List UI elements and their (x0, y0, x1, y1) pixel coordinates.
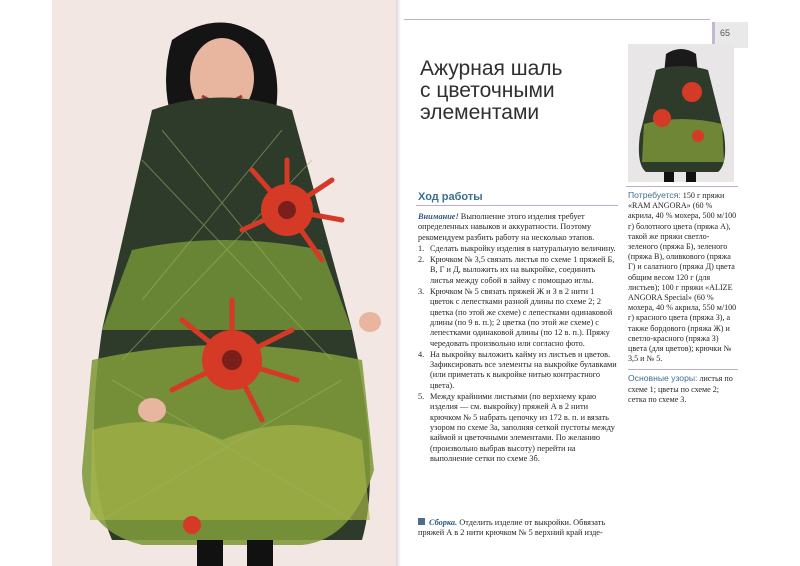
model-photo (52, 0, 396, 566)
title-line: элементами (420, 101, 540, 124)
step-text: Крючком № 3,5 связать листья по схеме 1 пряжей Б, В, Г и Д, выложить их на выкройке, соединить листья между собой в займу с помощью иглы. (430, 255, 615, 285)
intro-text: Выполнение этого изделия требует определенных навыков и аккуратности. Поэтому рекомендуем разбить работу на несколько этапов. (418, 212, 595, 242)
patterns-heading: Основные узоры: (628, 373, 698, 384)
materials-column (628, 190, 738, 405)
step-item (418, 287, 620, 349)
instructions-body (418, 212, 620, 465)
step-number: 1. (418, 243, 425, 253)
assembly-text: Отделить изделие от выкройки. Обвязать пряжей А в 2 нити крючком № 5 верхний край изде- (418, 518, 606, 538)
back-view-image (628, 44, 734, 182)
intro-paragraph (418, 212, 620, 243)
step-text: Сделать выкройку изделия в натуральную величину. (430, 243, 616, 253)
square-bullet-icon (418, 518, 425, 525)
work-heading: Ход работы (418, 191, 483, 203)
materials-heading: Потребуется: (628, 190, 681, 200)
page-number: 65 (720, 28, 731, 38)
assembly-lead: Сборка. (429, 518, 458, 527)
step-item (418, 255, 620, 286)
materials-text: 150 г пряжи «RAM ANGORA» (60 % акрила, 40 % мохера, 500 м/100 г) болотного цвета (пряжа А), такой же пряжи светло-зеленого (пряжа Б), зеленого (пряжа В), оливкового (пряжа Г) и салатного (пряжа Д) цвета общим весом 120 г (для листьев); 100 г пряжи «ALIZE ANGORA Special» (60 % мохера, 40 % акрила, 550 м/100 г) красного цвета (пряжа З), а также бордового (пряжа Ж) и светло-красного (пряжа З) цвета (для цветов); крючки № 3,5 и № 5. (628, 191, 737, 364)
steps-list (418, 244, 620, 464)
step-item (418, 392, 620, 464)
title-line: Ажурная шаль (420, 57, 563, 80)
patterns-paragraph (628, 373, 738, 405)
heading-rule (416, 205, 618, 206)
materials-paragraph (628, 190, 738, 364)
assembly-paragraph (418, 518, 620, 539)
page-margin (748, 0, 800, 566)
step-text: На выкройку выложить кайму из листьев и цветов. Зафиксировать все элементы на выкройке булавками (или приметать к выкройке нитью контрастного цвета). (430, 349, 617, 390)
step-number: 3. (418, 287, 425, 297)
patterns-text: листья по схеме 1; цветы по схеме 2; сетка по схеме 3. (628, 374, 733, 404)
title-line: с цветочными (420, 79, 555, 102)
instructions-page (404, 0, 748, 566)
step-item (418, 244, 620, 254)
step-number: 2. (418, 255, 425, 265)
step-text: Крючком № 5 связать пряжей Ж и З в 2 нити 1 цветок с лепестками разной длины по схеме 2; 2 цветка (по этой же схеме) с лепестками одинаковой длины (по 9 в. п.); 2 цветка (по этой же схеме) с лепестками одинаковой длины (по 12 в. п.). Пряжу чередовать произвольно или согласно фото. (430, 287, 613, 348)
intro-lead: Внимание! (418, 212, 459, 221)
step-text: Между крайними листьями (по верхнему краю изделия — см. выкройку) пряжей А в 2 нити крючком № 5 набрать цепочку из 172 в. п. и вязать узором по схеме 3а, заполняя сеткой пустоты между каймой и цветочными элементами. По желанию (произвольно выбрав высоту) перейти на выполнение сетки по схеме 3б. (430, 392, 615, 463)
side-rule (626, 186, 738, 187)
step-number: 5. (418, 392, 425, 402)
step-number: 4. (418, 349, 425, 359)
top-rule (404, 19, 710, 20)
back-view-photo (628, 44, 734, 182)
side-divider (628, 369, 738, 370)
page-title (420, 58, 620, 124)
book-gutter (396, 0, 404, 566)
step-item (418, 350, 620, 391)
model-photo-page (52, 0, 396, 566)
